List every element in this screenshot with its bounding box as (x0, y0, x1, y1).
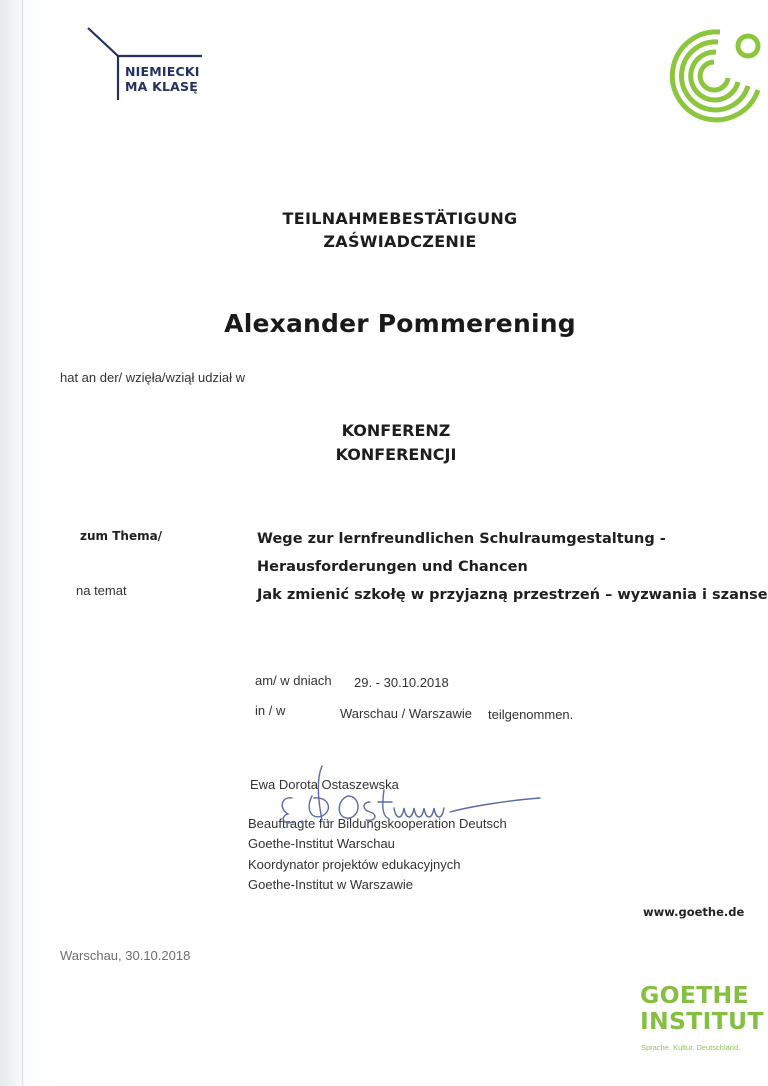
place-suffix: teilgenommen. (488, 707, 574, 722)
goethe-institut-swirl-logo-icon (660, 20, 768, 130)
partner-logo-text (125, 64, 200, 94)
goethe-wordmark-line1: GOETHE (640, 981, 749, 1009)
place-label: in / w (255, 703, 286, 718)
participation-text: hat an der/ wzięła/wziął udział w (60, 370, 245, 385)
participant-name: Alexander Pommerening (224, 309, 576, 338)
handwritten-signature (262, 760, 562, 840)
paper-edge-line (22, 0, 23, 1086)
issue-place-date: Warschau, 30.10.2018 (60, 948, 191, 963)
topic-de-line1: Wege zur lernfreundlichen Schulraumgestaltung - (257, 531, 666, 547)
topic-pl: Jak zmienić szkołę w przyjazną przestrzeń – wyzwania i szanse (257, 587, 768, 603)
signatory-role-pl: Koordynator projektów edukacyjnych (248, 856, 461, 872)
goethe-institut-wordmark (640, 982, 764, 1034)
signatory-role-de: Beauftragte für Bildungskooperation Deutsch (248, 815, 507, 831)
certificate-title-de: TEILNAHMEBESTÄTIGUNG (282, 209, 518, 228)
signatory-org-de: Goethe-Institut Warschau (248, 836, 395, 851)
date-label: am/ w dniach (255, 673, 332, 688)
event-type-pl: KONFERENCJI (335, 445, 457, 464)
topic-de-line2: Herausforderungen und Chancen (257, 559, 528, 575)
event-type-de: KONFERENZ (341, 421, 451, 440)
topic-label-pl: na temat (76, 583, 127, 598)
partner-logo-line2: MA KLASĘ (125, 79, 198, 94)
signatory-name: Ewa Dorota Ostaszewska (250, 777, 399, 792)
goethe-tagline: Sprache. Kultur. Deutschland. (641, 1043, 741, 1052)
partner-logo-line1: NIEMIECKI (125, 64, 200, 79)
signatory-org-pl: Goethe-Institut w Warszawie (248, 877, 413, 892)
place-value: Warschau / Warszawie (340, 706, 472, 721)
topic-label-de: zum Thema/ (80, 529, 163, 543)
date-value: 29. - 30.10.2018 (354, 675, 449, 690)
goethe-wordmark-line2: INSTITUT (640, 1007, 764, 1035)
certificate-title-pl: ZAŚWIADCZENIE (323, 232, 477, 251)
website-link[interactable]: www.goethe.de (643, 905, 745, 919)
